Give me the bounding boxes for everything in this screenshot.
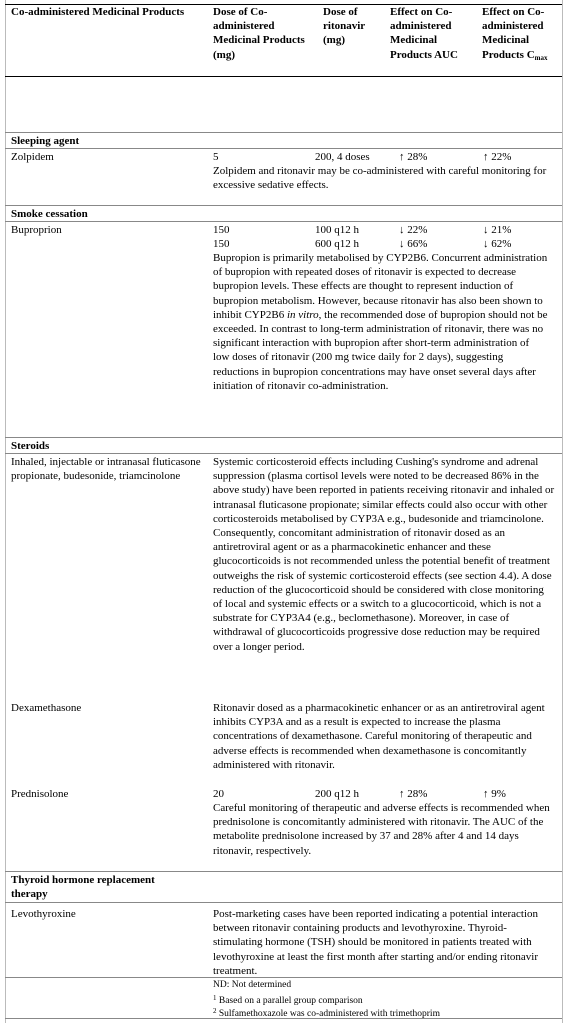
- header-cmax-text: Effect on Co-administered Medicinal Products C: [482, 6, 545, 61]
- table-border-right: [562, 0, 563, 1023]
- note-levothyroxine: Post-marketing cases have been reported indicating a potential interaction between ritonavir containing products and levothyroxine. Thyroid-stimulating hormone (TSH) should be monitored in patients treated with levothyroxine at least the first month after starting and/or ending ritonavir treatment.: [213, 908, 539, 977]
- dose-prednisolone: 20: [213, 788, 224, 800]
- note-bupropion-part-b: , the recommended dose of bupropion should not be exceeded. In contrast to long-term administration of ritonavir, there was no significant interaction with bupropion after short-term administration of low doses of ritonavir (200 mg twice daily for 2 days), suggesting reductions in bupropion concentrations may have onset several days after initiation of ritonavir co-administration.: [213, 308, 548, 392]
- footnote-1-mark: 1: [213, 994, 217, 1002]
- auc-zolpidem: ↑ 28%: [399, 151, 428, 163]
- drug-zolpidem: Zolpidem: [11, 151, 54, 163]
- auc-bupropion-2: ↓ 66%: [399, 238, 428, 250]
- header-col-ritonavir: Dose of ritonavir (mg): [323, 6, 365, 47]
- rtv-bupropion-2: 600 q12 h: [315, 238, 359, 250]
- drug-bupropion: Buproprion: [11, 224, 62, 236]
- footnote-2: [213, 1005, 440, 1020]
- footnote-2-text: Sulfamethoxazole was co-administered with trimethoprim: [216, 1009, 440, 1019]
- header-col-auc: Effect on Co-administered Medicinal Products AUC: [390, 6, 458, 61]
- row-rule: [5, 221, 562, 222]
- row-rule: [5, 205, 562, 206]
- drug-levothyroxine: Levothyroxine: [11, 908, 76, 920]
- row-rule: [5, 871, 562, 872]
- cmax-zolpidem: ↑ 22%: [483, 151, 512, 163]
- dose-bupropion-2: 150: [213, 238, 230, 250]
- header-cmax-sub: max: [534, 53, 548, 62]
- auc-prednisolone: ↑ 28%: [399, 788, 428, 800]
- dose-bupropion-1: 150: [213, 224, 230, 236]
- footnote-nd: ND: Not determined: [213, 980, 292, 990]
- note-bupropion-italic: in vitro: [286, 308, 319, 321]
- row-rule: [5, 453, 562, 454]
- auc-bupropion-1: ↓ 22%: [399, 224, 428, 236]
- table-border-left: [5, 0, 6, 1023]
- note-zolpidem: Zolpidem and ritonavir may be co-administered with careful monitoring for excessive sedative effects.: [213, 165, 547, 192]
- row-rule: [5, 148, 562, 149]
- cmax-bupropion-2: ↓ 62%: [483, 238, 512, 250]
- rtv-prednisolone: 200 q12 h: [315, 788, 359, 800]
- drug-fluticasone: Inhaled, injectable or intranasal fluticasone propionate, budesonide, triamcinolone: [11, 456, 201, 483]
- header-col-product: Co-administered Medicinal Products: [11, 6, 185, 18]
- row-rule: [5, 437, 562, 438]
- drug-dexamethasone: Dexamethasone: [11, 702, 82, 714]
- note-prednisolone: Careful monitoring of therapeutic and adverse effects is recommended when prednisolone is concomitantly administered with ritonavir. The AUC of the metabolite prednisolone increased by 37 and 28% after 4 and 14 days ritonavir, respectively.: [213, 802, 550, 857]
- row-rule: [5, 132, 562, 133]
- row-rule: [5, 902, 562, 903]
- rtv-bupropion-1: 100 q12 h: [315, 224, 359, 236]
- cmax-prednisolone: ↑ 9%: [483, 788, 506, 800]
- footnote-1-text: Based on a parallel group comparison: [216, 996, 363, 1006]
- cmax-bupropion-1: ↓ 21%: [483, 224, 512, 236]
- section-title-thyroid: Thyroid hormone replacement therapy: [11, 874, 155, 901]
- footnote-2-mark: 2: [213, 1007, 217, 1015]
- note-bupropion-part-a: Bupropion is primarily metabolised by CYP2B6. Concurrent administration of bupropion with repeated doses of ritonavir is expected to decrease bupropion levels. These effects are thought to represent induction of bupropion metabolism. However, because ritonavir has also been shown to inhibit CYP2B6: [213, 252, 548, 321]
- note-bupropion: [213, 251, 548, 393]
- header-col-dose: Dose of Co-administered Medicinal Products (mg): [213, 6, 305, 61]
- dose-zolpidem: 5: [213, 151, 219, 163]
- header-rule: [5, 76, 562, 77]
- section-title-steroids: Steroids: [11, 440, 50, 452]
- note-dexamethasone: Ritonavir dosed as a pharmacokinetic enhancer or as an antiretroviral agent inhibits CYP3A and as a result is expected to increase the plasma concentrations of dexamethasone. Careful monitoring of therapeutic and adverse effects is recommended when dexamethasone is concomitantly administered with ritonavir.: [213, 702, 545, 771]
- section-title-smoke: Smoke cessation: [11, 208, 88, 220]
- rtv-zolpidem: 200, 4 doses: [315, 151, 370, 163]
- note-fluticasone: Systemic corticosteroid effects including Cushing's syndrome and adrenal suppression (plasma cortisol levels were noted to be decreased 86% in the above study) have been reported in patients receiving ritonavir and inhaled or intranasal fluticasone propionate; similar effects could also occur with other corticosteroids metabolised by CYP3A e.g., budesonide and triamcinolone. Consequently, concomitant administration of ritonavir dosed as an antiretroviral agent or as a pharmacokinetic enhancer and these glucocorticoids is not recommended unless the potential benefit of treatment outweighs the risk of systemic corticosteroid effects (see section 4.4). A dose reduction of the glucocorticoid should be considered with close monitoring of local and systemic effects or a switch to a glucocorticoid, which is not a substrate for CYP3A4 (e.g., beclomethasone). Moreover, in case of withdrawal of glucocorticoids progressive dose reduction may be required over a longer period.: [213, 456, 555, 653]
- header-col-cmax: [482, 5, 560, 65]
- drug-prednisolone: Prednisolone: [11, 788, 69, 800]
- section-title-sleeping: Sleeping agent: [11, 135, 80, 147]
